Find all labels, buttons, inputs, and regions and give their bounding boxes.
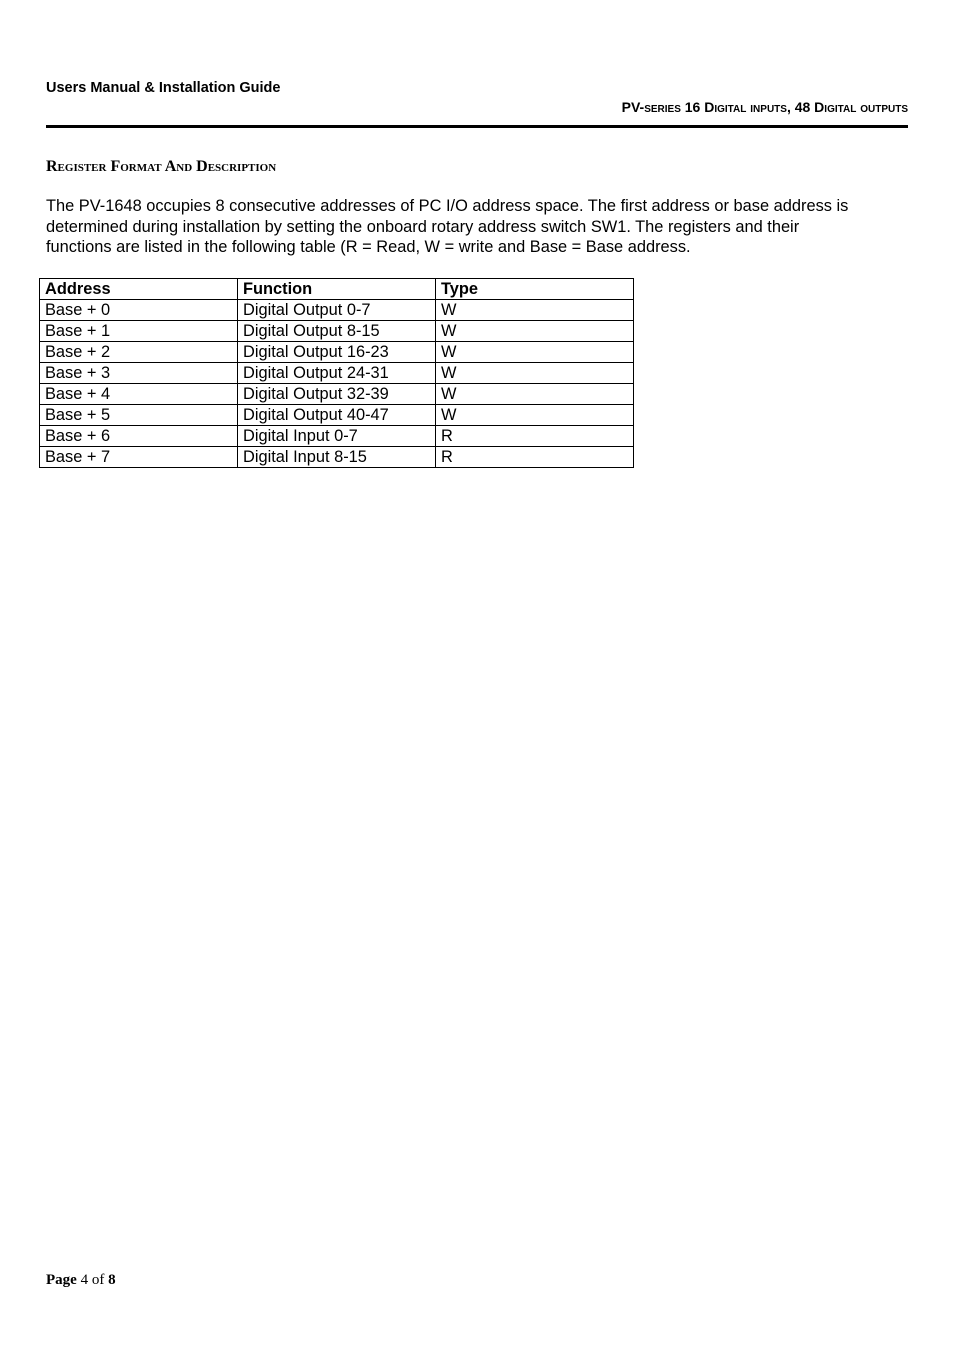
total-pages-number: 8 — [108, 1272, 116, 1288]
cell-type: W — [436, 321, 634, 342]
table-row — [40, 363, 634, 384]
cell-function: Digital Input 0-7 — [238, 426, 436, 447]
header-right-title: PV-series 16 Digital inputs, 48 Digital outputs — [621, 99, 908, 115]
intro-line: The PV-1648 occupies 8 consecutive addresses of PC I/O address space. The first address or base address is — [46, 197, 849, 215]
table-row — [40, 384, 634, 405]
table-row — [40, 426, 634, 447]
header-rule — [46, 125, 908, 128]
header-left-title: Users Manual & Installation Guide — [46, 80, 281, 96]
table-row — [40, 405, 634, 426]
cell-address: Base + 7 — [40, 447, 238, 468]
cell-address: Base + 0 — [40, 300, 238, 321]
cell-type: R — [436, 426, 634, 447]
column-header-type: Type — [436, 279, 634, 300]
cell-type: W — [436, 363, 634, 384]
cell-function: Digital Output 8-15 — [238, 321, 436, 342]
cell-type: W — [436, 384, 634, 405]
cell-address: Base + 1 — [40, 321, 238, 342]
current-page-number: 4 — [80, 1272, 89, 1288]
cell-type: W — [436, 342, 634, 363]
cell-function: Digital Input 8-15 — [238, 447, 436, 468]
cell-type: W — [436, 300, 634, 321]
column-header-address: Address — [40, 279, 238, 300]
table-row — [40, 321, 634, 342]
cell-function: Digital Output 32-39 — [238, 384, 436, 405]
cell-address: Base + 3 — [40, 363, 238, 384]
intro-line: determined during installation by setting the onboard rotary address switch SW1. The registers and their — [46, 217, 800, 236]
table-row — [40, 447, 634, 468]
cell-function: Digital Output 24-31 — [238, 363, 436, 384]
section-heading: Register Format And Description — [46, 158, 277, 175]
of-label: of — [91, 1272, 105, 1288]
cell-address: Base + 5 — [40, 405, 238, 426]
cell-type: R — [436, 447, 634, 468]
cell-function: Digital Output 40-47 — [238, 405, 436, 426]
intro-paragraph — [46, 196, 908, 258]
register-table — [39, 278, 634, 468]
cell-address: Base + 2 — [40, 342, 238, 363]
table-row — [40, 300, 634, 321]
cell-function: Digital Output 16-23 — [238, 342, 436, 363]
page-footer — [46, 1271, 116, 1289]
cell-type: W — [436, 405, 634, 426]
page-label: Page — [46, 1272, 77, 1288]
cell-address: Base + 4 — [40, 384, 238, 405]
intro-line: functions are listed in the following table (R = Read, W = write and Base = Base address. — [46, 238, 691, 256]
table-row — [40, 342, 634, 363]
column-header-function: Function — [238, 279, 436, 300]
cell-function: Digital Output 0-7 — [238, 300, 436, 321]
cell-address: Base + 6 — [40, 426, 238, 447]
table-header-row — [40, 279, 634, 300]
